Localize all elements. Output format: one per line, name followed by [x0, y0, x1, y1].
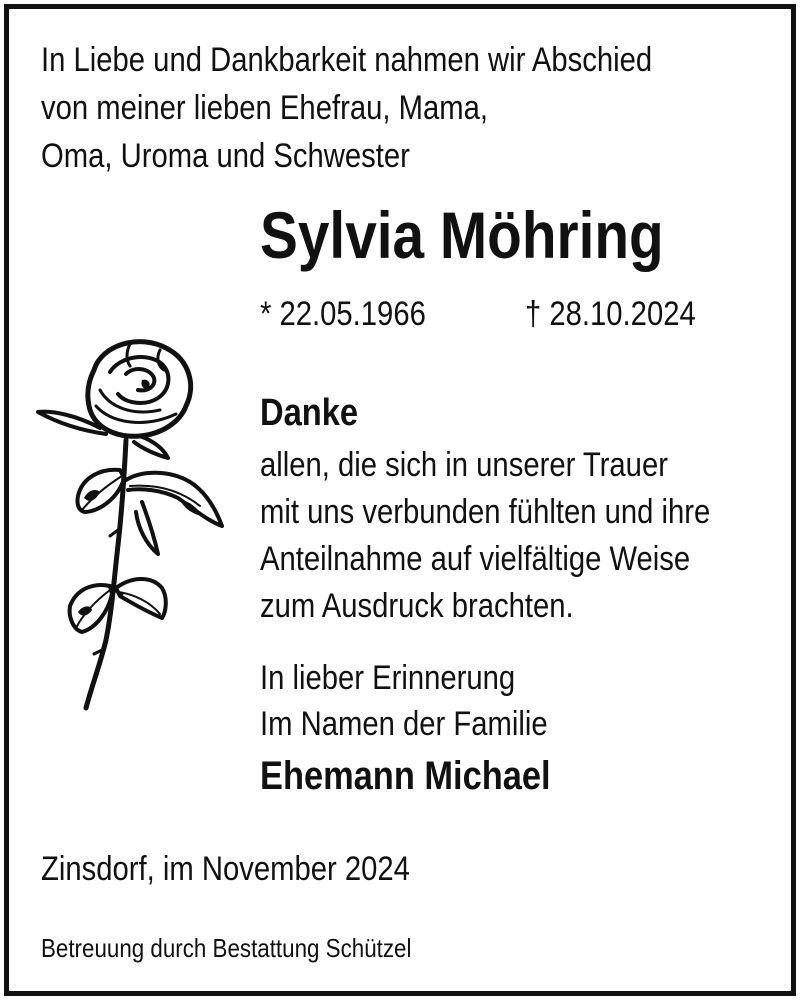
deceased-name-block	[260, 196, 729, 274]
thanks-text	[260, 442, 784, 630]
thanks-title-block	[260, 390, 374, 436]
footer-block	[41, 930, 472, 966]
place-date: Zinsdorf, im November 2024	[41, 850, 410, 888]
intro-line: Oma, Uroma und Schwester	[41, 137, 410, 175]
thanks-line: mit uns verbunden fühlten und ihre	[260, 493, 711, 531]
funeral-home-credit: Betreuung durch Bestattung Schützel	[41, 933, 412, 963]
closing-line: Im Namen der Familie	[260, 705, 548, 743]
closing-line: In lieber Erinnerung	[260, 659, 516, 697]
deceased-name: Sylvia Möhring	[260, 198, 664, 272]
thanks-line: zum Ausdruck brachten.	[260, 587, 574, 625]
intro-line: von meiner lieben Ehefrau, Mama,	[41, 89, 488, 127]
death-date: † 28.10.2024	[525, 295, 696, 333]
birth-date: * 22.05.1966	[260, 295, 426, 333]
closing-text	[260, 655, 594, 747]
place-date-block	[41, 846, 470, 892]
intro-line: In Liebe und Dankbarkeit nahmen wir Abschied	[41, 41, 653, 79]
intro-text	[41, 36, 752, 180]
rose-icon	[30, 330, 230, 715]
death-date-block	[525, 292, 724, 336]
thanks-line: Anteilnahme auf vielfältige Weise	[260, 540, 691, 578]
thanks-line: allen, die sich in unserer Trauer	[260, 446, 668, 484]
signer-block	[260, 752, 598, 800]
signer-name: Ehemann Michael	[260, 754, 551, 798]
birth-date-block	[260, 292, 453, 336]
thanks-title: Danke	[260, 392, 359, 434]
